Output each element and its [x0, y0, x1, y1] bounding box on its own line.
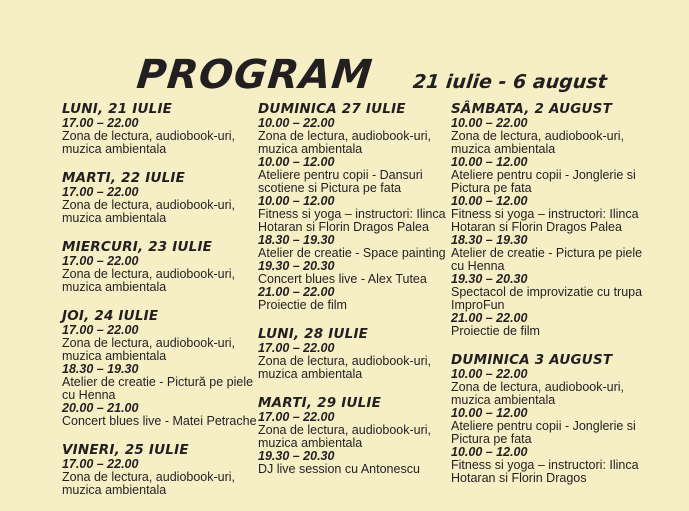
event-time: 10.00 – 12.00 [258, 155, 335, 169]
event-time: 10.00 – 22.00 [451, 116, 528, 130]
event-time: 10.00 – 22.00 [451, 367, 528, 381]
event-time: 17.00 – 22.00 [62, 323, 139, 337]
day-title: SÂMBATA, 2 AUGUST [451, 101, 613, 117]
day-title: DUMINICA 3 AUGUST [451, 352, 613, 368]
event-time: 17.00 – 22.00 [62, 116, 139, 130]
event-description: Zona de lectura, audiobook-uri, muzica ambientala [62, 470, 236, 497]
day-title: LUNI, 28 IULIE [258, 326, 369, 342]
event-time: 19.30 – 20.30 [258, 449, 335, 463]
event-description: Zona de lectura, audiobook-uri, muzica ambientala [62, 129, 236, 156]
event-description: Proiectie de film [258, 298, 347, 312]
day-title: MIERCURI, 23 IULIE [62, 239, 213, 255]
event-time: 18.30 – 19.30 [258, 233, 335, 247]
event-description: Zona de lectura, audiobook-uri, muzica ambientala [62, 198, 236, 225]
day-title: DUMINICA 27 IULIE [258, 101, 406, 117]
event-description: Atelier de creatie - Pictura pe piele cu Henna [451, 246, 643, 273]
schedule-column-2 [258, 101, 458, 490]
event-description: Zona de lectura, audiobook-uri, muzica ambientala [451, 380, 625, 407]
day-block [451, 101, 651, 338]
day-block [62, 170, 262, 225]
event-time: 18.30 – 19.30 [62, 362, 139, 376]
event-time: 17.00 – 22.00 [62, 185, 139, 199]
event-time: 10.00 – 22.00 [258, 116, 335, 130]
event-description: Zona de lectura, audiobook-uri, muzica ambientala [258, 354, 432, 381]
program-dates: 21 iulie - 6 august [411, 71, 608, 93]
day-title: JOI, 24 IULIE [62, 308, 159, 324]
event-time: 10.00 – 12.00 [451, 155, 528, 169]
program-title: PROGRAM [134, 52, 375, 98]
event-description: Fitness si yoga – instructori: Ilinca Hotaran si Florin Dragos Palea [451, 207, 639, 234]
event-description: Zona de lectura, audiobook-uri, muzica ambientala [258, 129, 432, 156]
day-block [62, 101, 262, 156]
schedule-column-1 [62, 101, 262, 511]
day-title: MARTI, 29 IULIE [258, 395, 382, 411]
event-time: 10.00 – 12.00 [451, 194, 528, 208]
event-time: 17.00 – 22.00 [62, 254, 139, 268]
event-description: Atelier de creatie - Space painting [258, 246, 446, 260]
day-block [258, 395, 458, 476]
day-block [62, 239, 262, 294]
day-title: MARTI, 22 IULIE [62, 170, 186, 186]
event-description: Fitness si yoga – instructori: Ilinca Hotaran si Florin Dragos Palea [258, 207, 446, 234]
day-block [258, 101, 458, 312]
event-time: 10.00 – 12.00 [258, 194, 335, 208]
event-time: 10.00 – 12.00 [451, 445, 528, 459]
day-block [62, 442, 262, 497]
event-time: 17.00 – 22.00 [62, 457, 139, 471]
event-time: 10.00 – 12.00 [451, 406, 528, 420]
schedule-column-3 [451, 101, 651, 499]
day-block [451, 352, 651, 485]
event-description: Ateliere pentru copii - Jonglerie si Pictura pe fata [451, 419, 636, 446]
event-description: Zona de lectura, audiobook-uri, muzica ambientala [62, 336, 236, 363]
event-description: Spectacol de improvizatie cu trupa ImproFun [451, 285, 643, 312]
event-description: Ateliere pentru copii - Dansuri scotiene si Pictura pe fata [258, 168, 423, 195]
event-description: Zona de lectura, audiobook-uri, muzica ambientala [451, 129, 625, 156]
event-description: Atelier de creatie - Pictură pe piele cu Henna [62, 375, 254, 402]
day-title: VINERI, 25 IULIE [62, 442, 189, 458]
event-time: 18.30 – 19.30 [451, 233, 528, 247]
day-title: LUNI, 21 IULIE [62, 101, 173, 117]
event-description: Concert blues live - Alex Tutea [258, 272, 427, 286]
program-header [134, 52, 608, 98]
event-time: 19.30 – 20.30 [258, 259, 335, 273]
event-description: DJ live session cu Antonescu [258, 462, 420, 476]
event-time: 17.00 – 22.00 [258, 410, 335, 424]
event-time: 21.00 – 22.00 [258, 285, 335, 299]
event-time: 17.00 – 22.00 [258, 341, 335, 355]
event-description: Zona de lectura, audiobook-uri, muzica ambientala [258, 423, 432, 450]
event-description: Ateliere pentru copii - Jonglerie si Pictura pe fata [451, 168, 636, 195]
event-description: Zona de lectura, audiobook-uri, muzica ambientala [62, 267, 236, 294]
event-description: Proiectie de film [451, 324, 540, 338]
event-time: 20.00 – 21.00 [62, 401, 139, 415]
event-description: Concert blues live - Matei Petrache [62, 414, 257, 428]
event-time: 19.30 – 20.30 [451, 272, 528, 286]
event-description: Fitness si yoga – instructori: Ilinca Hotaran si Florin Dragos [451, 458, 639, 485]
day-block [62, 308, 262, 428]
event-time: 21.00 – 22.00 [451, 311, 528, 325]
day-block [258, 326, 458, 381]
